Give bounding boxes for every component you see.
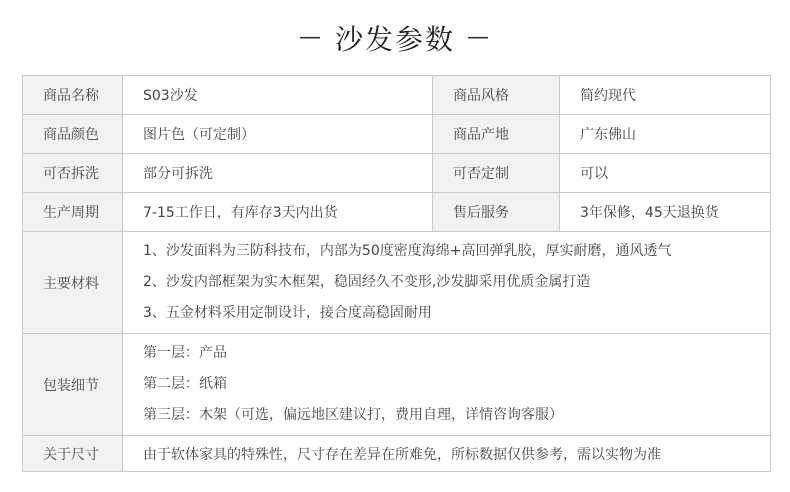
materials-line: 3、五金材料采用定制设计，接合度高稳固耐用: [143, 305, 432, 321]
row-value: 图片色（可定制）: [123, 115, 433, 154]
row-label: 可否拆洗: [23, 154, 123, 193]
spec-table: [22, 75, 771, 472]
page-title-row: [0, 0, 790, 75]
packaging-label: 包装细节: [23, 334, 123, 436]
row-label: 商品名称: [23, 76, 123, 115]
size-label: 关于尺寸: [23, 436, 123, 472]
row-value: 7-15工作日，有库存3天内出货: [123, 193, 433, 232]
packaging-line: 第二层：纸箱: [143, 376, 227, 392]
materials-line: 2、沙发内部框架为实木框架，稳固经久不变形,沙发脚采用优质金属打造: [143, 274, 591, 290]
table-row: [23, 154, 771, 193]
table-row: [23, 76, 771, 115]
title-dash-left: —: [298, 25, 323, 50]
table-row-materials: [23, 232, 771, 334]
materials-content: [123, 232, 771, 334]
row-value: 广东佛山: [560, 115, 771, 154]
table-row: [23, 193, 771, 232]
row-value: 3年保修，45天退换货: [560, 193, 771, 232]
row-value: 简约现代: [560, 76, 771, 115]
table-row-size: [23, 436, 771, 472]
size-note: 由于软体家具的特殊性，尺寸存在差异在所难免，所标数据仅供参考，需以实物为准: [123, 436, 771, 472]
packaging-content: [123, 334, 771, 436]
row-value: 可以: [560, 154, 771, 193]
row-value: S03沙发: [123, 76, 433, 115]
row-label: 生产周期: [23, 193, 123, 232]
row-label: 商品风格: [433, 76, 560, 115]
row-value: 部分可拆洗: [123, 154, 433, 193]
packaging-line: 第一层：产品: [143, 345, 227, 361]
row-label: 商品产地: [433, 115, 560, 154]
row-label: 售后服务: [433, 193, 560, 232]
table-row: [23, 115, 771, 154]
row-label: 商品颜色: [23, 115, 123, 154]
packaging-line: 第三层：木架（可选，偏远地区建议打，费用自理，详情咨询客服）: [143, 407, 563, 423]
materials-label: 主要材料: [23, 232, 123, 334]
materials-line: 1、沙发面料为三防科技布，内部为50度密度海绵+高回弹乳胶，厚实耐磨，通风透气: [143, 243, 672, 259]
title-dash-right: —: [467, 25, 491, 50]
row-label: 可否定制: [433, 154, 560, 193]
table-row-packaging: [23, 334, 771, 436]
page-title: 沙发参数: [334, 22, 455, 56]
